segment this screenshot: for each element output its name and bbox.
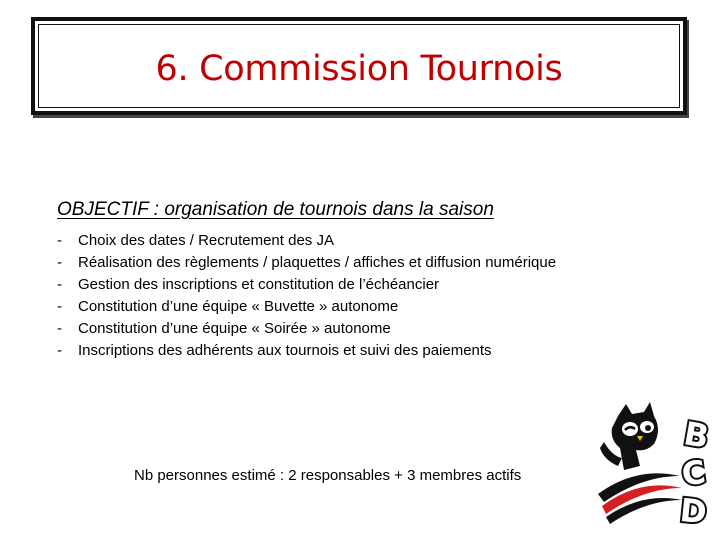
owl-logo-icon bbox=[596, 396, 716, 531]
bullet-dash: - bbox=[57, 298, 62, 315]
page-title: 6. Commission Tournois bbox=[155, 49, 563, 89]
list-item-text: Gestion des inscriptions et constitution de l’échéancier bbox=[78, 276, 440, 293]
list-item-text: Choix des dates / Recrutement des JA bbox=[78, 232, 334, 249]
bullet-dash: - bbox=[57, 342, 62, 359]
logo-letter-c: C bbox=[679, 452, 708, 494]
bullet-dash: - bbox=[57, 320, 62, 337]
task-list bbox=[57, 230, 556, 362]
logo-letter-d: D bbox=[678, 490, 709, 531]
list-item-text: Inscriptions des adhérents aux tournois et suivi des paiements bbox=[78, 342, 492, 359]
list-item bbox=[57, 274, 556, 296]
bullet-dash: - bbox=[57, 276, 62, 293]
list-item bbox=[57, 340, 556, 362]
list-item-text: Constitution d’une équipe « Buvette » autonome bbox=[78, 298, 399, 315]
list-item bbox=[57, 230, 556, 252]
bullet-dash: - bbox=[57, 232, 62, 249]
staff-estimate: Nb personnes estimé : 2 responsables + 3 membres actifs bbox=[134, 467, 522, 484]
bullet-dash: - bbox=[57, 254, 62, 271]
list-item bbox=[57, 318, 556, 340]
list-item bbox=[57, 296, 556, 318]
title-frame bbox=[31, 17, 687, 115]
owl-pupil-right bbox=[645, 425, 651, 431]
list-item-text: Réalisation des règlements / plaquettes / affiches et diffusion numérique bbox=[78, 254, 557, 271]
list-item-text: Constitution d’une équipe « Soirée » autonome bbox=[78, 320, 391, 337]
logo-letter-b: B bbox=[681, 414, 712, 456]
objective-heading: OBJECTIF : organisation de tournois dans la saison bbox=[57, 199, 494, 220]
list-item bbox=[57, 252, 556, 274]
